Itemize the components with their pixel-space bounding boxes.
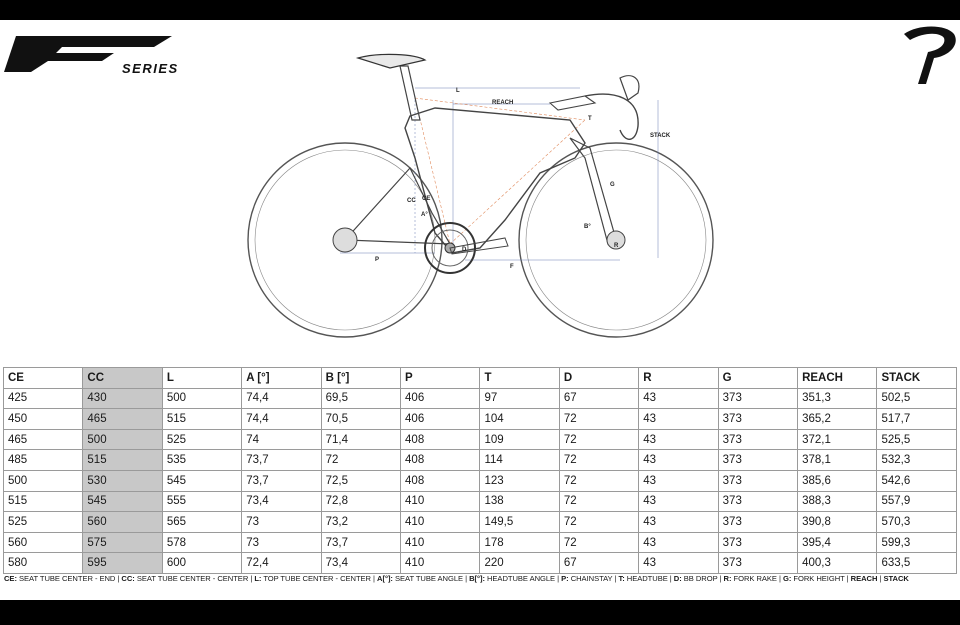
table-cell: 373 bbox=[718, 491, 797, 512]
table-cell: 515 bbox=[4, 491, 83, 512]
col-header-r: R bbox=[639, 368, 718, 389]
table-row bbox=[4, 512, 957, 533]
legend-text: HEADTUBE bbox=[626, 574, 668, 583]
table-cell: 373 bbox=[718, 512, 797, 533]
table-cell: 406 bbox=[401, 409, 480, 430]
table-cell: 109 bbox=[480, 429, 559, 450]
table-cell: 72 bbox=[559, 450, 638, 471]
table-cell: 373 bbox=[718, 429, 797, 450]
col-header-reach: REACH bbox=[798, 368, 877, 389]
table-cell: 72,5 bbox=[321, 470, 400, 491]
legend-code: R: bbox=[723, 574, 732, 583]
label-g: G bbox=[610, 182, 615, 188]
table-cell: 43 bbox=[639, 450, 718, 471]
col-header-d: D bbox=[559, 368, 638, 389]
label-b: B° bbox=[584, 224, 591, 230]
table-cell: 408 bbox=[401, 470, 480, 491]
table-cell: 73,4 bbox=[321, 553, 400, 574]
table-cell: 542,6 bbox=[877, 470, 957, 491]
table-cell: 525 bbox=[162, 429, 241, 450]
legend-text: TOP TUBE CENTER - CENTER bbox=[263, 574, 371, 583]
table-row bbox=[4, 409, 957, 430]
label-reach: REACH bbox=[492, 100, 514, 106]
table-cell: 73 bbox=[242, 512, 321, 533]
table-cell: 633,5 bbox=[877, 553, 957, 574]
table-cell: 410 bbox=[401, 553, 480, 574]
table-cell: 372,1 bbox=[798, 429, 877, 450]
label-d: D bbox=[462, 247, 467, 253]
table-cell: 525 bbox=[4, 512, 83, 533]
table-cell: 123 bbox=[480, 470, 559, 491]
table-cell: 500 bbox=[162, 388, 241, 409]
table-cell: 43 bbox=[639, 429, 718, 450]
table-cell: 530 bbox=[83, 470, 162, 491]
fork bbox=[570, 138, 615, 244]
table-cell: 74 bbox=[242, 429, 321, 450]
label-cc: CC bbox=[407, 198, 416, 204]
table-cell: 373 bbox=[718, 450, 797, 471]
table-cell: 43 bbox=[639, 388, 718, 409]
legend-text: FORK HEIGHT bbox=[793, 574, 845, 583]
table-cell: 555 bbox=[162, 491, 241, 512]
col-header-t: T bbox=[480, 368, 559, 389]
table-cell: 410 bbox=[401, 491, 480, 512]
table-cell: 570,3 bbox=[877, 512, 957, 533]
table-cell: 72,4 bbox=[242, 553, 321, 574]
label-p: P bbox=[375, 257, 380, 263]
col-header-cc: CC bbox=[83, 368, 162, 389]
table-cell: 600 bbox=[162, 553, 241, 574]
legend-text: BB DROP bbox=[683, 574, 718, 583]
table-cell: 500 bbox=[4, 470, 83, 491]
table-cell: 74,4 bbox=[242, 409, 321, 430]
label-r: R bbox=[614, 243, 619, 249]
table-cell: 408 bbox=[401, 450, 480, 471]
table-cell: 580 bbox=[4, 553, 83, 574]
table-row bbox=[4, 429, 957, 450]
table-cell: 43 bbox=[639, 553, 718, 574]
legend-code: REACH bbox=[850, 574, 878, 583]
table-cell: 74,4 bbox=[242, 388, 321, 409]
label-ce: CE bbox=[422, 196, 431, 202]
table-cell: 410 bbox=[401, 512, 480, 533]
table-cell: 43 bbox=[639, 512, 718, 533]
table-cell: 373 bbox=[718, 409, 797, 430]
table-cell: 70,5 bbox=[321, 409, 400, 430]
table-cell: 465 bbox=[83, 409, 162, 430]
table-cell: 73,7 bbox=[242, 470, 321, 491]
bottom-black-bar bbox=[0, 600, 960, 625]
handlebar bbox=[585, 94, 638, 139]
table-cell: 178 bbox=[480, 532, 559, 553]
brand-mark-icon bbox=[900, 22, 958, 84]
table-cell: 400,3 bbox=[798, 553, 877, 574]
table-cell: 545 bbox=[83, 491, 162, 512]
legend-code: P: bbox=[561, 574, 569, 583]
table-cell: 73,2 bbox=[321, 512, 400, 533]
legend-text: SEAT TUBE CENTER - CENTER bbox=[136, 574, 249, 583]
table-cell: 43 bbox=[639, 470, 718, 491]
table-cell: 73,4 bbox=[242, 491, 321, 512]
table-cell: 73 bbox=[242, 532, 321, 553]
table-cell: 72 bbox=[559, 470, 638, 491]
table-cell: 67 bbox=[559, 388, 638, 409]
table-cell: 525,5 bbox=[877, 429, 957, 450]
col-header-l: L bbox=[162, 368, 241, 389]
table-cell: 72 bbox=[559, 512, 638, 533]
table-cell: 72 bbox=[559, 532, 638, 553]
table-cell: 517,7 bbox=[877, 409, 957, 430]
table-cell: 410 bbox=[401, 532, 480, 553]
table-cell: 365,2 bbox=[798, 409, 877, 430]
table-cell: 72,8 bbox=[321, 491, 400, 512]
table-cell: 595 bbox=[83, 553, 162, 574]
table-cell: 97 bbox=[480, 388, 559, 409]
table-row bbox=[4, 388, 957, 409]
table-cell: 500 bbox=[83, 429, 162, 450]
table-cell: 67 bbox=[559, 553, 638, 574]
table-cell: 599,3 bbox=[877, 532, 957, 553]
label-t: T bbox=[588, 116, 592, 122]
table-cell: 72 bbox=[559, 409, 638, 430]
table-cell: 73,7 bbox=[242, 450, 321, 471]
legend-text: FORK RAKE bbox=[733, 574, 777, 583]
col-header-b: B [°] bbox=[321, 368, 400, 389]
table-cell: 69,5 bbox=[321, 388, 400, 409]
legend-code: STACK bbox=[883, 574, 909, 583]
bike-geometry-diagram bbox=[240, 48, 720, 338]
table-cell: 406 bbox=[401, 388, 480, 409]
col-header-g: G bbox=[718, 368, 797, 389]
table-cell: 43 bbox=[639, 532, 718, 553]
table-cell: 545 bbox=[162, 470, 241, 491]
table-row bbox=[4, 532, 957, 553]
table-cell: 565 bbox=[162, 512, 241, 533]
table-cell: 220 bbox=[480, 553, 559, 574]
table-cell: 72 bbox=[321, 450, 400, 471]
col-header-stack: STACK bbox=[877, 368, 957, 389]
geometry-table bbox=[3, 367, 957, 574]
table-cell: 535 bbox=[162, 450, 241, 471]
legend-text: CHAINSTAY bbox=[570, 574, 613, 583]
table-cell: 450 bbox=[4, 409, 83, 430]
legend-code: A[°]: bbox=[377, 574, 393, 583]
f-series-logo bbox=[4, 34, 224, 76]
table-cell: 114 bbox=[480, 450, 559, 471]
table-cell: 385,6 bbox=[798, 470, 877, 491]
table-row bbox=[4, 553, 957, 574]
table-cell: 373 bbox=[718, 532, 797, 553]
table-row bbox=[4, 470, 957, 491]
legend-text: SEAT TUBE CENTER - END bbox=[19, 574, 116, 583]
legend-code: G: bbox=[782, 574, 792, 583]
table-cell: 72 bbox=[559, 429, 638, 450]
top-black-bar bbox=[0, 0, 960, 20]
table-cell: 71,4 bbox=[321, 429, 400, 450]
saddle bbox=[358, 54, 425, 68]
table-cell: 373 bbox=[718, 388, 797, 409]
legend-code: CE: bbox=[4, 574, 17, 583]
table-header-row bbox=[4, 368, 957, 389]
table-cell: 390,8 bbox=[798, 512, 877, 533]
col-header-a: A [°] bbox=[242, 368, 321, 389]
col-header-p: P bbox=[401, 368, 480, 389]
legend-code: B[°]: bbox=[469, 574, 485, 583]
table-cell: 578 bbox=[162, 532, 241, 553]
table-cell: 149,5 bbox=[480, 512, 559, 533]
legend-code: T: bbox=[618, 574, 625, 583]
table-cell: 560 bbox=[83, 512, 162, 533]
table-cell: 532,3 bbox=[877, 450, 957, 471]
table-cell: 485 bbox=[4, 450, 83, 471]
legend-text: HEADTUBE ANGLE bbox=[486, 574, 556, 583]
table-cell: 138 bbox=[480, 491, 559, 512]
table-cell: 351,3 bbox=[798, 388, 877, 409]
table-cell: 425 bbox=[4, 388, 83, 409]
table-cell: 373 bbox=[718, 470, 797, 491]
table-row bbox=[4, 491, 957, 512]
legend-text: SEAT TUBE ANGLE bbox=[394, 574, 464, 583]
table-cell: 430 bbox=[83, 388, 162, 409]
series-label: SERIES bbox=[122, 61, 179, 76]
table-cell: 557,9 bbox=[877, 491, 957, 512]
table-cell: 465 bbox=[4, 429, 83, 450]
table-cell: 560 bbox=[4, 532, 83, 553]
col-header-ce: CE bbox=[4, 368, 83, 389]
table-cell: 378,1 bbox=[798, 450, 877, 471]
table-cell: 388,3 bbox=[798, 491, 877, 512]
table-cell: 515 bbox=[162, 409, 241, 430]
abbreviation-legend: CE: SEAT TUBE CENTER - END | CC: SEAT TUBE CENTER - CENTER | L: TOP TUBE CENTER - CENTER | A[°]: SEAT TUBE ANGLE | B[°]: HEADTUBE ANGLE | P: CHAINSTAY | T: HEADTUBE | D: BB DROP | R: FORK RAKE | G: FORK HEIGHT | REACH | STACK bbox=[4, 574, 909, 583]
table-cell: 43 bbox=[639, 491, 718, 512]
table-cell: 373 bbox=[718, 553, 797, 574]
table-cell: 502,5 bbox=[877, 388, 957, 409]
table-cell: 73,7 bbox=[321, 532, 400, 553]
legend-code: CC: bbox=[121, 574, 135, 583]
table-cell: 408 bbox=[401, 429, 480, 450]
table-body bbox=[4, 388, 957, 573]
table-cell: 395,4 bbox=[798, 532, 877, 553]
table-cell: 104 bbox=[480, 409, 559, 430]
label-stack: STACK bbox=[650, 133, 671, 139]
label-a: A° bbox=[421, 212, 428, 218]
table-row bbox=[4, 450, 957, 471]
legend-code: L: bbox=[254, 574, 262, 583]
table-cell: 72 bbox=[559, 491, 638, 512]
table-cell: 575 bbox=[83, 532, 162, 553]
legend-code: D: bbox=[673, 574, 682, 583]
label-l: L bbox=[456, 88, 460, 94]
table-cell: 515 bbox=[83, 450, 162, 471]
label-f: F bbox=[510, 264, 514, 270]
table-cell: 43 bbox=[639, 409, 718, 430]
